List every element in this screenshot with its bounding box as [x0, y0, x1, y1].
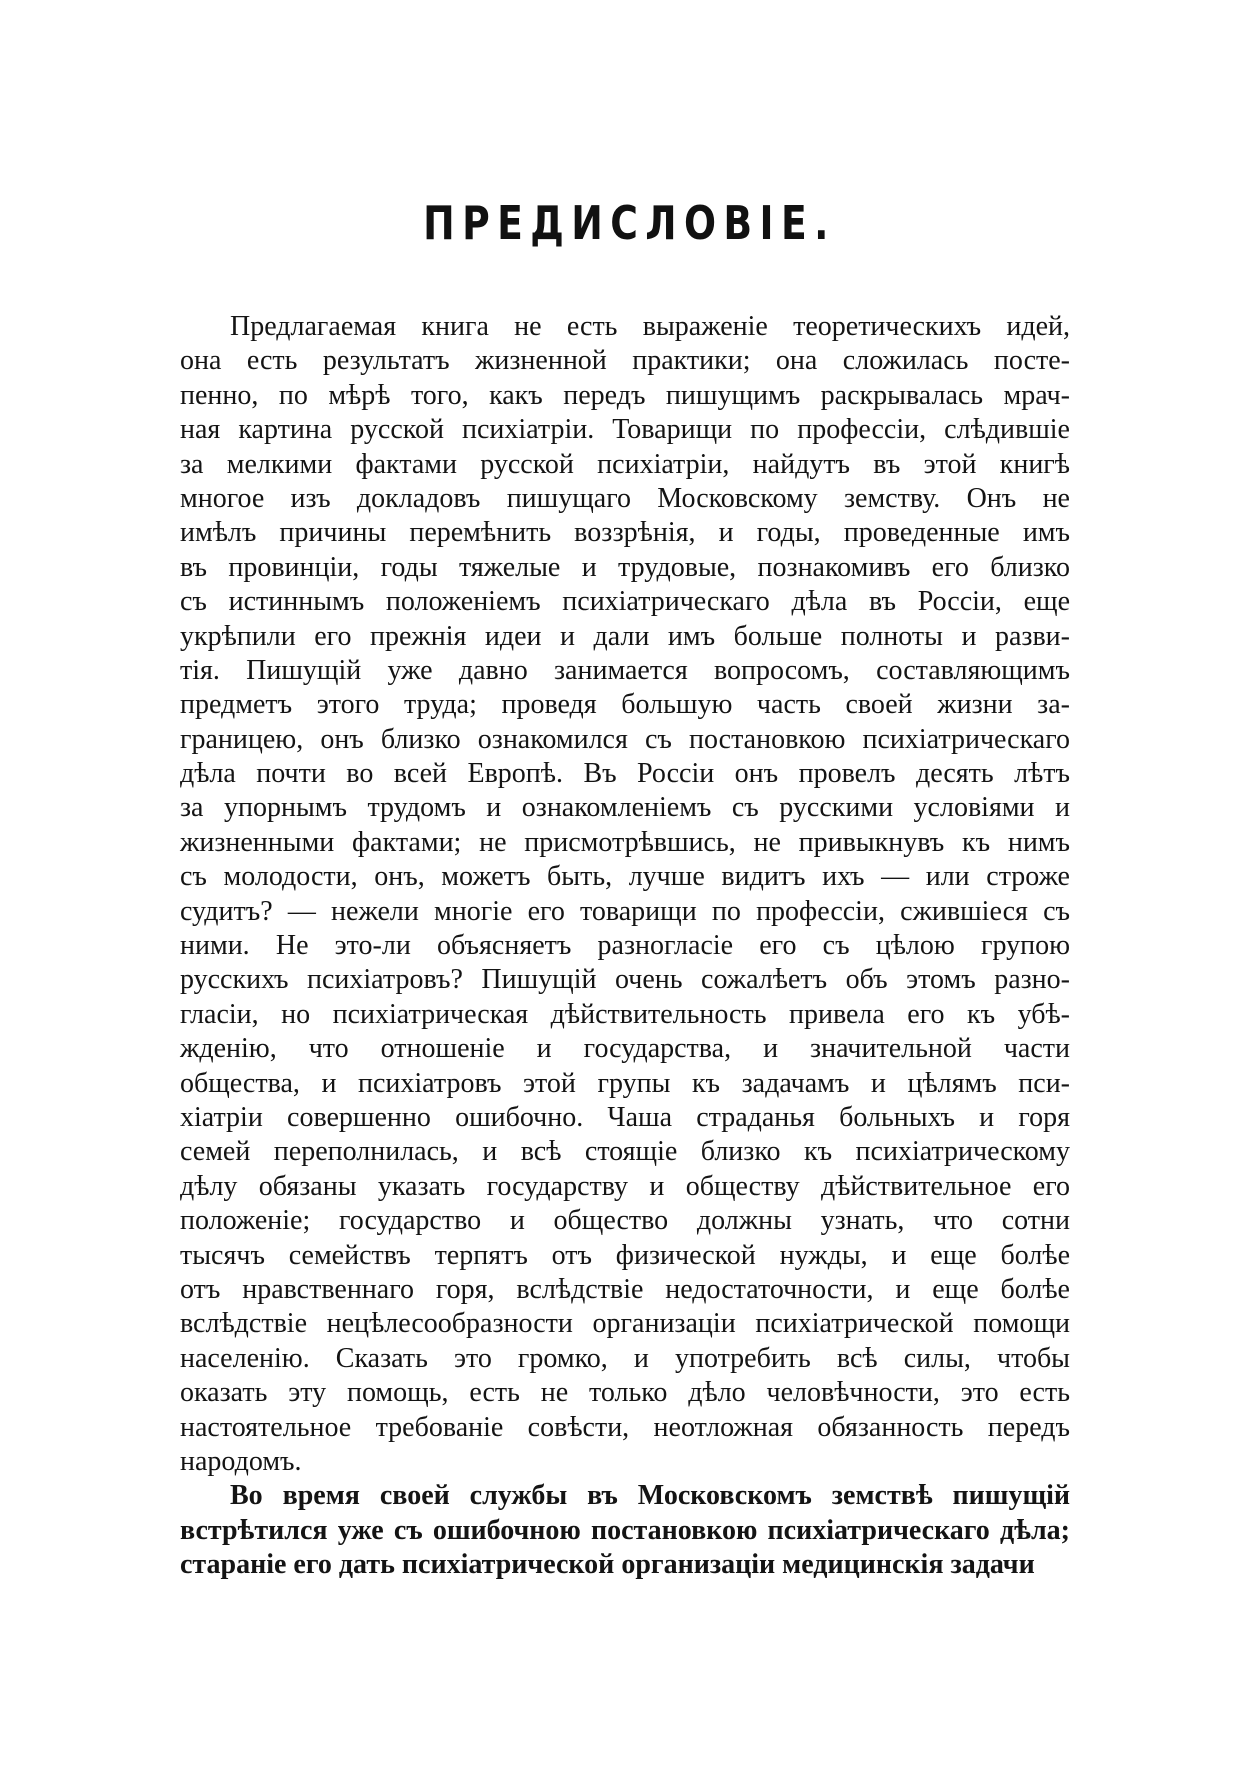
- paragraph-1: [180, 310, 1070, 1479]
- text-line: многое изъ докладовъ пишущаго Московскому земству. Онъ не: [180, 482, 1070, 514]
- text-line: судитъ? — нежели многіе его товарищи по профессіи, сжившіеся съ: [180, 895, 1070, 927]
- text-line: жизненными фактами; не присмотрѣвшись, не привыкнувъ къ нимъ: [180, 826, 1070, 858]
- text-line: ная картина русской психіатріи. Товарищи по профессіи, слѣдившіе: [180, 414, 1070, 446]
- text-line: хіатріи совершенно ошибочно. Чаша страданья больныхъ и горя: [180, 1101, 1070, 1133]
- paragraph-2: [180, 1479, 1070, 1582]
- text-line: Во время своей службы въ Московскомъ земствѣ пишущій: [230, 1480, 1070, 1512]
- text-line: жденію, что отношеніе и государства, и значительной части: [180, 1033, 1070, 1065]
- text-line: встрѣтился уже съ ошибочною постановкою психіатрическаго дѣла;: [180, 1514, 1070, 1546]
- text-line: за мелкими фактами русской психіатріи, найдутъ въ этой книгѣ: [180, 448, 1070, 480]
- text-line: настоятельное требованіе совѣсти, неотложная обязанность передъ: [180, 1411, 1070, 1443]
- text-line: стараніе его дать психіатрической организаціи медицинскія задачи: [180, 1549, 1035, 1581]
- text-line: имѣлъ причины перемѣнить воззрѣнія, и годы, проведенные имъ: [180, 517, 1070, 549]
- text-line: положеніе; государство и общество должны узнать, что сотни: [180, 1205, 1070, 1237]
- page-title: ПРЕДИСЛОВІЕ.: [423, 196, 836, 250]
- text-line: укрѣпили его прежнія идеи и дали имъ больше полноты и разви-: [180, 620, 1070, 652]
- text-line: границею, онъ близко ознакомился съ постановкою психіатрическаго: [180, 723, 1070, 755]
- text-line: съ молодости, онъ, можетъ быть, лучше видитъ ихъ — или строже: [180, 861, 1070, 893]
- text-line: предметъ этого труда; проведя большую часть своей жизни за-: [180, 689, 1070, 721]
- text-line: съ истиннымъ положеніемъ психіатрическаго дѣла въ Россіи, еще: [180, 586, 1070, 618]
- text-line: населенію. Сказать это громко, и употребить всѣ силы, чтобы: [180, 1342, 1070, 1374]
- text-line: тія. Пишущій уже давно занимается вопросомъ, составляющимъ: [180, 654, 1070, 686]
- text-line: за упорнымъ трудомъ и ознакомленіемъ съ русскими условіями и: [180, 792, 1070, 824]
- text-line: ними. Не это-ли объясняетъ разногласіе его съ цѣлою групою: [180, 930, 1070, 962]
- text-line: русскихъ психіатровъ? Пишущій очень сожалѣетъ объ этомъ разно-: [180, 964, 1070, 996]
- text-line: дѣлу обязаны указать государству и обществу дѣйствительное его: [180, 1170, 1070, 1202]
- text-line: общества, и психіатровъ этой групы къ задачамъ и цѣлямъ пси-: [180, 1067, 1070, 1099]
- text-line: гласіи, но психіатрическая дѣйствительность привела его къ убѣ-: [180, 998, 1070, 1030]
- text-line: въ провинціи, годы тяжелые и трудовые, познакомивъ его близко: [180, 551, 1070, 583]
- text-line: Предлагаемая книга не есть выраженіе теоретическихъ идей,: [230, 311, 1070, 342]
- text-line: тысячъ семействъ терпятъ отъ физической нужды, и еще болѣе: [180, 1239, 1070, 1271]
- text-line: вслѣдствіе нецѣлесообразности организаціи психіатрической помощи: [180, 1308, 1070, 1340]
- body-text: [180, 310, 1070, 1582]
- text-line: народомъ.: [180, 1445, 302, 1477]
- text-line: отъ нравственнаго горя, вслѣдствіе недостаточности, и еще болѣе: [180, 1273, 1070, 1305]
- text-line: она есть результатъ жизненной практики; она сложилась посте-: [180, 345, 1070, 377]
- text-line: дѣла почти во всей Европѣ. Въ Россіи онъ провелъ десять лѣтъ: [180, 758, 1070, 790]
- text-line: оказать эту помощь, есть не только дѣло человѣчности, это есть: [180, 1377, 1070, 1409]
- text-line: семей переполнилась, и всѣ стоящіе близко къ психіатрическому: [180, 1136, 1070, 1168]
- text-line: пенно, по мѣрѣ того, какъ передъ пишущимъ раскрывалась мрач-: [180, 379, 1070, 411]
